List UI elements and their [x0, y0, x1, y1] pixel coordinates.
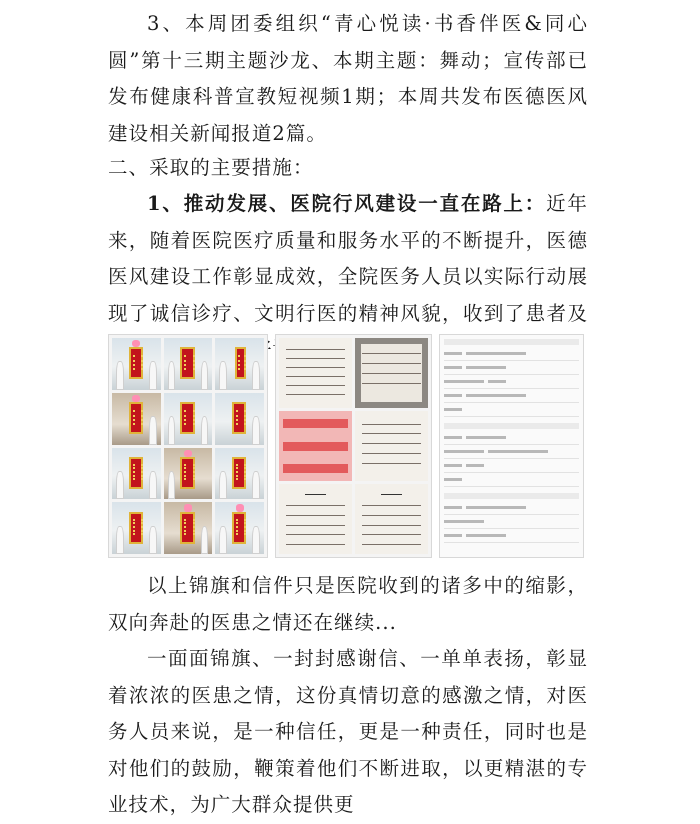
- measure-1-body: 近年来，随着医院医疗质量和服务水平的不断提升，医德医风建设工作彰显成效，全院医务人员以实际行动展现了诚信诊疗、文明行医的精神风貌，收到了患者及: [108, 192, 588, 325]
- banner-photo: [164, 448, 213, 500]
- banner-photo: [215, 502, 264, 554]
- letter-photo-grid: [279, 338, 428, 554]
- banner-photo: [112, 393, 161, 445]
- measure-1-title: 1、推动发展、医院行风建设一直在路上：: [147, 192, 547, 215]
- banner-photo: [112, 338, 161, 390]
- banner-photo: [112, 502, 161, 554]
- banner-photo: [164, 338, 213, 390]
- letter-photo: [355, 484, 428, 554]
- banner-photo: [215, 393, 264, 445]
- letter-photo: [279, 411, 352, 481]
- letter-photo-collage: [275, 334, 432, 558]
- banner-photo-grid: [112, 338, 264, 554]
- section-2-heading: 二、采取的主要措施：: [108, 156, 314, 179]
- item-3-paragraph: 3、本周团委组织“青心悦读·书香伴医&同心圆”第十三期主题沙龙、本期主题：舞动；宣传部已发布健康科普宣教短视频1期；本周共发布医德医风建设相关新闻报道2篇。: [108, 12, 588, 145]
- letter-photo: [279, 484, 352, 554]
- banner-photo: [112, 448, 161, 500]
- banner-photo: [215, 338, 264, 390]
- banner-photo-collage: [108, 334, 268, 558]
- banner-photo: [164, 393, 213, 445]
- letter-photo: [355, 338, 428, 408]
- closing-paragraph: 一面面锦旗、一封封感谢信、一单单表扬，彰显着浓浓的医患之情，这份真情切意的感激之情，对医务人员来说，是一种信任，更是一种责任，同时也是对他们的鼓励，鞭策着他们不断进取，以更精湛的专业技术，为广大群众提供更: [108, 647, 588, 816]
- letter-photo: [279, 338, 352, 408]
- praise-form-image: [439, 334, 584, 558]
- letter-photo: [355, 411, 428, 481]
- banner-photo: [215, 448, 264, 500]
- banner-photo: [164, 502, 213, 554]
- images-caption-paragraph: 以上锦旗和信件只是医院收到的诸多中的缩影，双向奔赴的医患之情还在继续...: [108, 574, 588, 634]
